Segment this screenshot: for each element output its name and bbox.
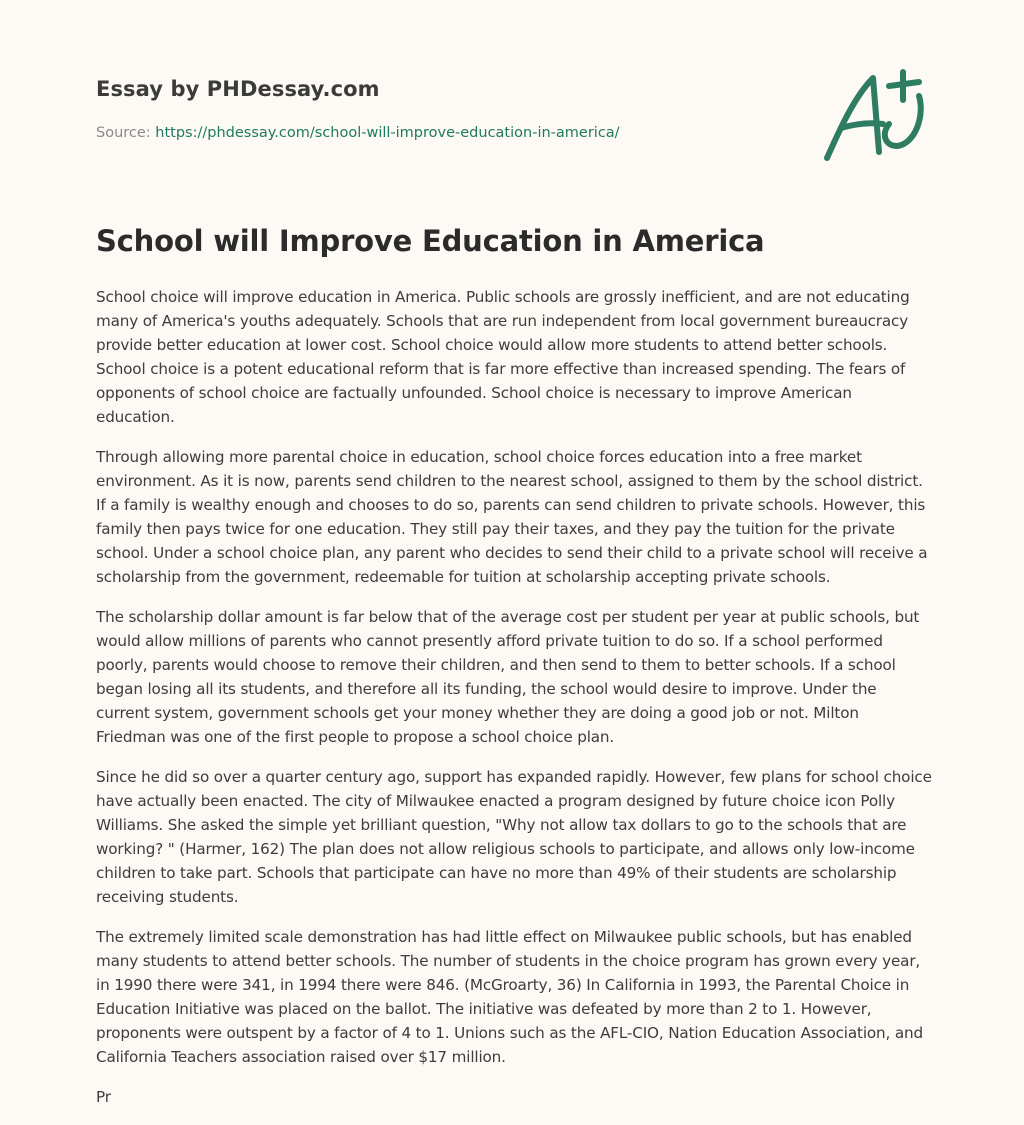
a-plus-logo-icon <box>823 66 927 166</box>
essay-body <box>96 285 932 1125</box>
essay-paragraph: The scholarship dollar amount is far below that of the average cost per student per year at public schools, but would allow millions of parents who cannot presently afford private tuition to do so. If a school performed poorly, parents would choose to remove their children, and then send to them to better schools. If a school began losing all its students, and therefore all its funding, the school would desire to improve. Under the current system, government schools get your money whether they are doing a good job or not. Milton Friedman was one of the first people to propose a school choice plan. <box>96 608 920 746</box>
essay-paragraph: Since he did so over a quarter century ago, support has expanded rapidly. However, few plans for school choice have actually been enacted. The city of Milwaukee enacted a program designed by future choice icon Polly Williams. She asked the simple yet brilliant question, "Why not allow tax dollars to go to the schools that are working? " (Harmer, 162) The plan does not allow religious schools to participate, and allows only low-income children to take part. Schools that participate can have no more than 49% of their students are scholarship receiving students. <box>96 768 932 906</box>
essay-title: School will Improve Education in America <box>96 224 765 258</box>
source-line <box>96 125 620 141</box>
page-header <box>96 0 928 200</box>
source-link[interactable]: https://phdessay.com/school-will-improve-education-in-america/ <box>155 125 620 141</box>
essay-paragraph: Through allowing more parental choice in education, school choice forces education into a free market environment. As it is now, parents send children to the nearest school, assigned to them by the school district. If a family is wealthy enough and chooses to do so, parents can send children to private schools. However, this family then pays twice for one education. They still pay their taxes, and they pay the tuition for the private school. Under a school choice plan, any parent who decides to send their child to a private school will receive a scholarship from the government, redeemable for tuition at scholarship accepting private schools. <box>96 448 928 586</box>
essay-paragraph: School choice will improve education in America. Public schools are grossly inefficient, and are not educating many of America's youths adequately. Schools that are run independent from local government bureaucracy provide better education at lower cost. School choice would allow more students to attend better schools. School choice is a potent educational reform that is far more effective than increased spending. The fears of opponents of school choice are factually unfounded. School choice is necessary to improve American education. <box>96 288 910 426</box>
essay-paragraph: The extremely limited scale demonstration has had little effect on Milwaukee public schools, but has enabled many students to attend better schools. The number of students in the choice program has grown every year, in 1990 there were 341, in 1994 there were 846. (McGroarty, 36) In California in 1993, the Parental Choice in Education Initiative was placed on the ballot. The initiative was defeated by more than 2 to 1. However, proponents were outspent by a factor of 4 to 1. Unions such as the AFL-CIO, Nation Education Association, and California Teachers association raised over $17 million. <box>96 928 923 1066</box>
essay-paragraph-truncated: Pr <box>96 1088 111 1106</box>
source-label: Source: <box>96 125 156 141</box>
site-title: Essay by PHDessay.com <box>96 77 380 101</box>
